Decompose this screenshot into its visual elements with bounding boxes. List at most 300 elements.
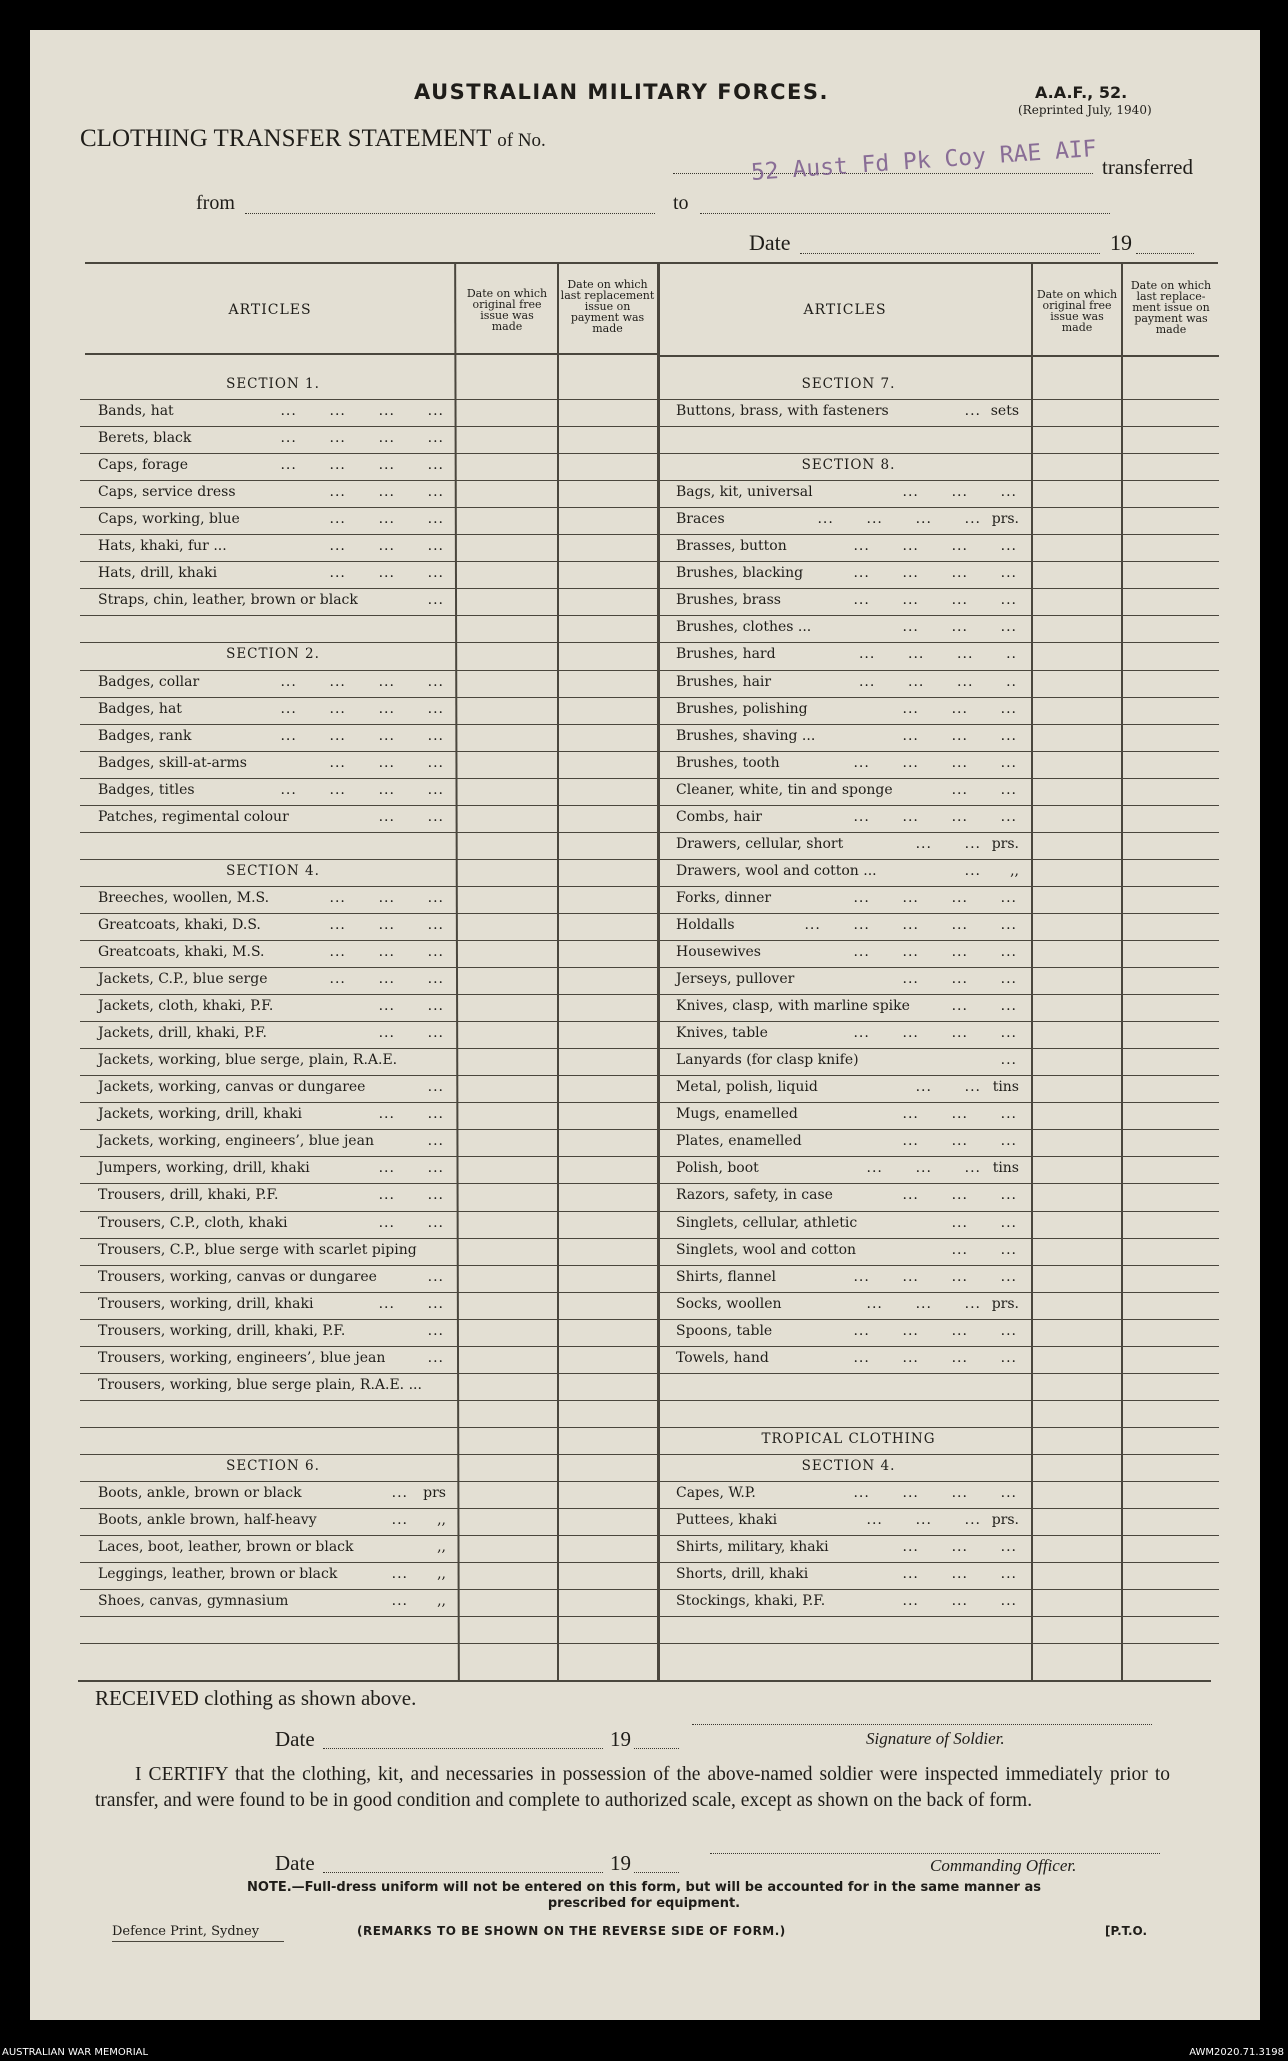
row-rule	[1031, 399, 1219, 400]
unit-label: prs	[423, 1485, 446, 1501]
row-rule	[659, 805, 1219, 806]
article-label: Brasses, button	[676, 538, 787, 555]
header-line: Date on which	[1036, 288, 1118, 301]
row-rule	[80, 859, 657, 860]
leader-dots: ...	[427, 1079, 444, 1096]
received-date-field[interactable]	[323, 1748, 603, 1749]
row-rule	[659, 615, 1219, 616]
article-label: Jackets, working, engineers’, blue jean	[98, 1133, 374, 1150]
leader-dots: ... ... ... ...	[853, 754, 1017, 771]
section-heading: SECTION 4.	[801, 1457, 896, 1474]
row-rule	[456, 1481, 657, 1482]
leader-dots: ...	[391, 1593, 408, 1610]
header-line: payment was	[1134, 312, 1208, 325]
leader-dots: ... ...	[915, 1079, 981, 1096]
row-rule	[80, 1589, 657, 1590]
table-header-rule-left	[85, 353, 659, 355]
article-label: Holdalls	[676, 916, 735, 933]
leader-dots: ... ... ... ...	[280, 700, 444, 717]
table-top-rule	[85, 262, 1218, 264]
leader-dots: ... ... ... ...	[853, 592, 1017, 609]
article-label: Shirts, flannel	[676, 1268, 776, 1285]
header-line: original free	[1042, 299, 1112, 312]
article-label: Jerseys, pullover	[676, 971, 795, 988]
article-label: Socks, woollen	[676, 1295, 782, 1312]
article-label: Hats, khaki, fur ...	[98, 538, 227, 555]
leader-dots: ... ... ... ...	[280, 781, 444, 798]
leader-dots: ...	[427, 592, 444, 609]
original-issue-header-left	[458, 288, 556, 332]
soldier-signature-field[interactable]	[692, 1724, 1152, 1725]
article-label: Badges, titles	[98, 781, 195, 798]
row-rule	[80, 1156, 657, 1157]
row-rule	[80, 1265, 657, 1266]
leader-dots: ...	[427, 1133, 444, 1150]
section-heading: SECTION 1.	[226, 375, 320, 392]
row-rule	[80, 642, 657, 643]
year-field[interactable]	[1136, 253, 1194, 254]
certification-text: I CERTIFY that the clothing, kit, and necessaries in possession of the above-named soldier were inspected immediately prior to transfer, and were found to be in good condition and complete to authorized scale, except as shown on the back of form.	[95, 1764, 1170, 1811]
row-rule	[80, 1454, 657, 1455]
article-label: Trousers, C.P., blue serge with scarlet piping	[98, 1241, 417, 1258]
archive-caption: AUSTRALIAN WAR MEMORIAL	[2, 2047, 149, 2058]
article-label: Forks, dinner	[676, 889, 772, 906]
row-rule	[659, 1211, 1219, 1212]
printer-underline	[112, 1941, 284, 1942]
row-rule	[659, 913, 1219, 914]
row-rule	[659, 697, 1219, 698]
row-rule	[659, 1454, 1031, 1455]
article-label: Jackets, working, canvas or dungaree	[98, 1079, 366, 1096]
article-label: Boots, ankle brown, half-heavy	[98, 1512, 317, 1529]
section-heading: TROPICAL CLOTHING	[761, 1430, 936, 1447]
article-label: Singlets, cellular, athletic	[676, 1214, 858, 1231]
article-label: Caps, forage	[98, 457, 189, 474]
row-rule	[80, 832, 657, 833]
leader-dots: ... ... ... ...	[280, 457, 444, 474]
row-rule	[659, 1562, 1219, 1563]
row-rule	[80, 588, 657, 589]
article-label: Knives, table	[676, 1025, 768, 1042]
certify-year-field[interactable]	[634, 1872, 679, 1873]
to-label: to	[673, 192, 689, 214]
row-rule	[80, 1319, 657, 1320]
row-rule	[80, 1102, 657, 1103]
article-label: Bands, hat	[98, 403, 174, 419]
header-line: last replacement	[560, 289, 655, 302]
article-label: Jackets, working, blue serge, plain, R.A.E.	[98, 1052, 398, 1069]
section-heading: SECTION 8.	[801, 457, 896, 474]
article-label: Brushes, polishing	[676, 700, 808, 717]
row-rule	[659, 1616, 1219, 1617]
leader-dots: ... ... ... ...	[280, 673, 444, 690]
article-label: Drawers, wool and cotton ...	[676, 862, 877, 879]
leader-dots: ... ... ... ...	[280, 403, 444, 419]
certify-date-field[interactable]	[323, 1872, 603, 1873]
section-heading: SECTION 7.	[801, 375, 896, 392]
row-rule	[80, 1129, 657, 1130]
unit-label: prs.	[991, 1512, 1019, 1529]
row-rule	[80, 534, 657, 535]
row-rule	[80, 1535, 657, 1536]
article-label: Bags, kit, universal	[676, 484, 813, 501]
article-label: Trousers, C.P., cloth, khaki	[98, 1214, 288, 1231]
leader-dots: ... ... ... ...	[853, 1268, 1017, 1285]
header-line: Date on which	[567, 278, 648, 291]
leader-dots: ... ... ... ...	[853, 1322, 1017, 1339]
leader-dots: ... ...	[378, 1025, 444, 1042]
leader-dots: ... ... ...	[329, 916, 444, 933]
leader-dots: ... ... ...	[902, 727, 1017, 744]
leader-dots: ... ... ...	[329, 484, 444, 501]
article-label: Towels, hand	[676, 1349, 769, 1366]
unit-label: tins	[992, 1079, 1019, 1096]
article-label: Shorts, drill, khaki	[676, 1566, 809, 1583]
note-body: NOTE.—Full-dress uniform will not be entered on this form, but will be accounted for in the same manner as prescribed for equipment.	[247, 1880, 1041, 1911]
article-label: Combs, hair	[676, 808, 762, 825]
leader-dots: ...	[427, 1322, 444, 1339]
header-line: ment issue on	[1132, 301, 1210, 314]
row-rule	[456, 670, 657, 671]
leader-dots: ...	[391, 1485, 408, 1501]
row-rule	[659, 1048, 1219, 1049]
header-line: made	[592, 322, 623, 335]
articles-header-right: ARTICLES	[803, 302, 887, 318]
header-line: issue on	[584, 300, 631, 313]
article-label: Buttons, brass, with fasteners	[676, 403, 889, 419]
from-label: from	[196, 192, 235, 214]
signature-of-soldier-label: Signature of Soldier.	[866, 1729, 1005, 1748]
row-rule	[80, 967, 657, 968]
row-rule	[80, 1238, 657, 1239]
leader-dots: ... ... ...	[329, 889, 444, 906]
row-rule	[659, 967, 1219, 968]
leader-dots: ... ... ...	[329, 511, 444, 528]
commanding-officer-label: Commanding Officer.	[930, 1856, 1077, 1875]
article-label: Polish, boot	[676, 1160, 759, 1177]
article-label: Straps, chin, leather, brown or black	[98, 592, 358, 609]
leader-dots: ...	[391, 1566, 408, 1583]
row-rule	[659, 724, 1219, 725]
leader-dots: ... ... ... ... ...	[804, 916, 1017, 933]
leader-dots: ... ...	[951, 998, 1017, 1015]
unit-label: prs.	[991, 1295, 1019, 1312]
original-issue-header-right	[1033, 289, 1121, 333]
header-line: Date on which	[1130, 279, 1212, 292]
leader-dots: ...	[964, 862, 981, 879]
unit-label: prs.	[991, 511, 1019, 528]
row-rule	[80, 1508, 657, 1509]
article-label: Patches, regimental colour	[98, 808, 289, 825]
section-heading: SECTION 6.	[226, 1457, 320, 1474]
row-rule	[80, 426, 657, 427]
date-field[interactable]	[800, 253, 1100, 254]
col-divider-4	[1121, 264, 1123, 1680]
article-label: Caps, working, blue	[98, 511, 240, 528]
row-rule	[659, 1075, 1219, 1076]
row-rule	[80, 697, 657, 698]
row-rule	[80, 399, 456, 400]
leader-dots: ... ... ... ...	[853, 1025, 1017, 1042]
page-title: AUSTRALIAN MILITARY FORCES.	[414, 80, 829, 104]
row-rule	[659, 778, 1219, 779]
certify-date-label: Date	[275, 1851, 315, 1875]
leader-dots: ...	[391, 1512, 408, 1529]
header-line: made	[1061, 321, 1093, 334]
row-rule	[80, 994, 657, 995]
leader-dots: ... ... ...	[329, 538, 444, 555]
leader-dots: ... ... ... ...	[853, 808, 1017, 825]
unit-label: sets	[990, 403, 1019, 419]
leader-dots: ... ... ...	[902, 1106, 1017, 1123]
row-rule	[659, 1373, 1219, 1374]
leader-dots: ... ... ...	[902, 971, 1017, 988]
article-label: Badges, rank	[98, 727, 192, 744]
leader-dots: ... ...	[378, 1106, 444, 1123]
leader-dots: ...	[1000, 1052, 1017, 1069]
article-label: Caps, service dress	[98, 484, 236, 501]
leader-dots: ... ... ... ...	[280, 430, 444, 447]
row-rule	[80, 1021, 657, 1022]
row-rule	[80, 1346, 657, 1347]
article-label: Knives, clasp, with marline spike	[676, 998, 910, 1015]
leader-dots: ...	[964, 403, 981, 419]
row-rule	[659, 1183, 1219, 1184]
form-number: A.A.F., 52.	[1035, 83, 1128, 102]
header-line: original free	[472, 298, 542, 311]
row-rule	[659, 480, 1031, 481]
row-rule	[80, 724, 657, 725]
header-line: Date on which	[466, 287, 548, 300]
article-label: Metal, polish, liquid	[676, 1079, 818, 1096]
header-line: payment was	[570, 311, 645, 324]
leader-dots: ... ... ...	[329, 971, 444, 988]
leader-dots: ... ... ...	[866, 1512, 981, 1529]
article-label: Jackets, C.P., blue serge	[98, 971, 268, 988]
unit-label: ,,	[1010, 862, 1019, 879]
articles-header-left: ARTICLES	[228, 302, 312, 318]
row-rule	[80, 1211, 657, 1212]
leader-dots: ... ...	[378, 808, 444, 825]
row-rule	[80, 1183, 657, 1184]
col-divider-center	[657, 264, 660, 1680]
article-label: Trousers, working, drill, khaki, P.F.	[98, 1322, 346, 1339]
article-label: Leggings, leather, brown or black	[98, 1566, 338, 1583]
replacement-issue-header-right	[1123, 280, 1219, 335]
leader-dots: ... ...	[951, 781, 1017, 798]
article-label: Shirts, military, khaki	[676, 1539, 829, 1556]
leader-dots: ... ...	[378, 1214, 444, 1231]
received-year-field[interactable]	[634, 1748, 679, 1749]
certify-year-prefix: 19	[610, 1851, 631, 1875]
row-rule	[659, 534, 1219, 535]
leader-dots: ... ... ...	[329, 565, 444, 582]
row-rule	[80, 1292, 657, 1293]
leader-dots: ...	[427, 1268, 444, 1285]
leader-dots: ... ...	[951, 1241, 1017, 1258]
archive-reference: AWM2020.71.3198	[1189, 2047, 1284, 2058]
row-rule	[659, 507, 1219, 508]
row-rule	[456, 886, 657, 887]
row-rule	[659, 1102, 1219, 1103]
row-rule	[659, 751, 1219, 752]
unit-label: ,,	[437, 1566, 446, 1583]
col-divider-3	[1031, 264, 1033, 1680]
row-rule	[659, 1481, 1031, 1482]
article-label: Trousers, working, drill, khaki	[98, 1295, 314, 1312]
row-rule	[659, 1129, 1219, 1130]
row-rule	[659, 994, 1219, 995]
leader-dots: ... ...	[915, 835, 981, 852]
article-label: Jackets, working, drill, khaki	[98, 1106, 303, 1123]
row-rule	[659, 886, 1219, 887]
leader-dots: ... ... ... ...	[853, 1349, 1017, 1366]
leader-dots: ... ... ... ...	[280, 727, 444, 744]
article-label: Braces	[676, 511, 725, 528]
row-rule	[80, 1643, 657, 1644]
year-prefix: 19	[1110, 230, 1132, 255]
article-label: Badges, hat	[98, 700, 182, 717]
row-rule	[659, 1319, 1219, 1320]
leader-dots: ... ... ...	[866, 1160, 981, 1177]
article-label: Capes, W.P.	[676, 1485, 756, 1501]
row-rule	[80, 670, 456, 671]
header-line: issue was	[1050, 310, 1104, 323]
leader-dots: ... ... ...	[902, 700, 1017, 717]
article-label: Lanyards (for clasp knife)	[676, 1052, 859, 1069]
article-label: Brushes, hard	[676, 646, 776, 663]
unit-label: ,,	[437, 1512, 446, 1529]
row-rule	[80, 453, 657, 454]
leader-dots: ... ... ... ..	[858, 673, 1017, 690]
section-heading: SECTION 2.	[226, 646, 320, 663]
leader-dots: ... ...	[951, 1214, 1017, 1231]
leader-dots: ... ... ...	[902, 619, 1017, 636]
row-rule	[659, 1265, 1219, 1266]
article-label: Brushes, blacking	[676, 565, 804, 582]
header-line: made	[491, 320, 523, 333]
article-label: Brushes, hair	[676, 673, 772, 690]
row-rule	[659, 832, 1219, 833]
article-label: Shoes, canvas, gymnasium	[98, 1593, 289, 1610]
row-rule	[80, 507, 657, 508]
received-year-prefix: 19	[610, 1727, 631, 1751]
to-field[interactable]	[700, 213, 1110, 214]
article-label: Trousers, working, canvas or dungaree	[98, 1268, 377, 1285]
from-field[interactable]	[245, 213, 655, 214]
row-rule	[659, 1238, 1219, 1239]
row-rule	[659, 940, 1219, 941]
article-label: Mugs, enamelled	[676, 1106, 798, 1123]
header-line: made	[1155, 323, 1187, 336]
article-label: Spoons, table	[676, 1322, 773, 1339]
article-label: Jumpers, working, drill, khaki	[98, 1160, 310, 1177]
header-line: issue was	[480, 309, 534, 322]
leader-dots: ... ... ... ...	[853, 538, 1017, 555]
row-rule	[80, 615, 657, 616]
row-rule	[659, 399, 1031, 400]
unit-stamp: 52 Aust Fd Pk Coy RAE AIF	[750, 135, 1098, 186]
row-rule	[659, 1643, 1219, 1644]
note-text	[0, 1880, 1288, 1912]
article-label: Brushes, shaving ...	[676, 727, 816, 744]
article-label: Brushes, tooth	[676, 754, 780, 771]
leader-dots: ... ... ... ...	[853, 565, 1017, 582]
commanding-officer-signature-field[interactable]	[710, 1853, 1160, 1854]
row-rule	[1031, 1454, 1219, 1455]
leader-dots: ... ... ... ...	[853, 889, 1017, 906]
pto-label: [P.T.O.	[1105, 1924, 1148, 1938]
article-label: Jackets, cloth, khaki, P.F.	[98, 998, 274, 1015]
row-rule	[659, 670, 1219, 671]
unit-label: ,,	[437, 1539, 446, 1556]
table-header-rule-right	[659, 355, 1219, 357]
leader-dots: ... ... ...	[902, 1593, 1017, 1610]
article-label: Greatcoats, khaki, D.S.	[98, 916, 261, 933]
row-rule	[659, 561, 1219, 562]
article-label: Berets, black	[98, 430, 192, 447]
row-rule	[80, 1400, 657, 1401]
leader-dots: ... ...	[378, 1187, 444, 1204]
article-label: Drawers, cellular, short	[676, 835, 844, 852]
leader-dots: ... ...	[378, 1295, 444, 1312]
row-rule	[659, 859, 1219, 860]
date-label: Date	[749, 230, 791, 255]
row-rule	[80, 805, 657, 806]
article-label: Singlets, wool and cotton	[676, 1241, 857, 1258]
row-rule	[80, 1481, 456, 1482]
row-rule	[80, 751, 657, 752]
printer-imprint: Defence Print, Sydney	[112, 1924, 260, 1939]
article-label: Laces, boot, leather, brown or black	[98, 1539, 354, 1556]
article-label: Cleaner, white, tin and sponge	[676, 781, 893, 798]
article-label: Razors, safety, in case	[676, 1187, 833, 1204]
article-label: Badges, skill-at-arms	[98, 754, 247, 771]
article-label: Housewives	[676, 944, 761, 960]
row-rule	[659, 1535, 1219, 1536]
reprint-note: (Reprinted July, 1940)	[1018, 103, 1152, 117]
article-label: Puttees, khaki	[676, 1512, 778, 1529]
article-label: Plates, enamelled	[676, 1133, 802, 1150]
row-rule	[80, 1048, 657, 1049]
statement-title-line	[80, 125, 546, 153]
row-rule	[80, 778, 657, 779]
article-label: Hats, drill, khaki	[98, 565, 218, 582]
header-line: last replace-	[1136, 290, 1206, 303]
row-rule	[80, 1075, 657, 1076]
row-rule	[80, 1373, 657, 1374]
article-label: Greatcoats, khaki, M.S.	[98, 944, 265, 960]
row-rule	[659, 1292, 1219, 1293]
unit-label: prs.	[991, 835, 1019, 852]
leader-dots: ... ... ...	[329, 944, 444, 960]
leader-dots: ... ... ...	[902, 1566, 1017, 1583]
leader-dots: ... ... ... ...	[817, 511, 981, 528]
row-rule	[80, 561, 657, 562]
received-date-label: Date	[275, 1727, 315, 1751]
row-rule	[659, 1589, 1219, 1590]
received-statement: RECEIVED clothing as shown above.	[95, 1686, 417, 1710]
of-no-label: of No.	[497, 130, 546, 151]
row-rule	[80, 1427, 657, 1428]
row-rule	[80, 1616, 657, 1617]
row-rule	[80, 886, 456, 887]
row-rule	[659, 1427, 1219, 1428]
row-rule	[80, 1562, 657, 1563]
row-rule	[659, 426, 1219, 427]
row-rule	[659, 1508, 1219, 1509]
row-rule	[80, 940, 657, 941]
